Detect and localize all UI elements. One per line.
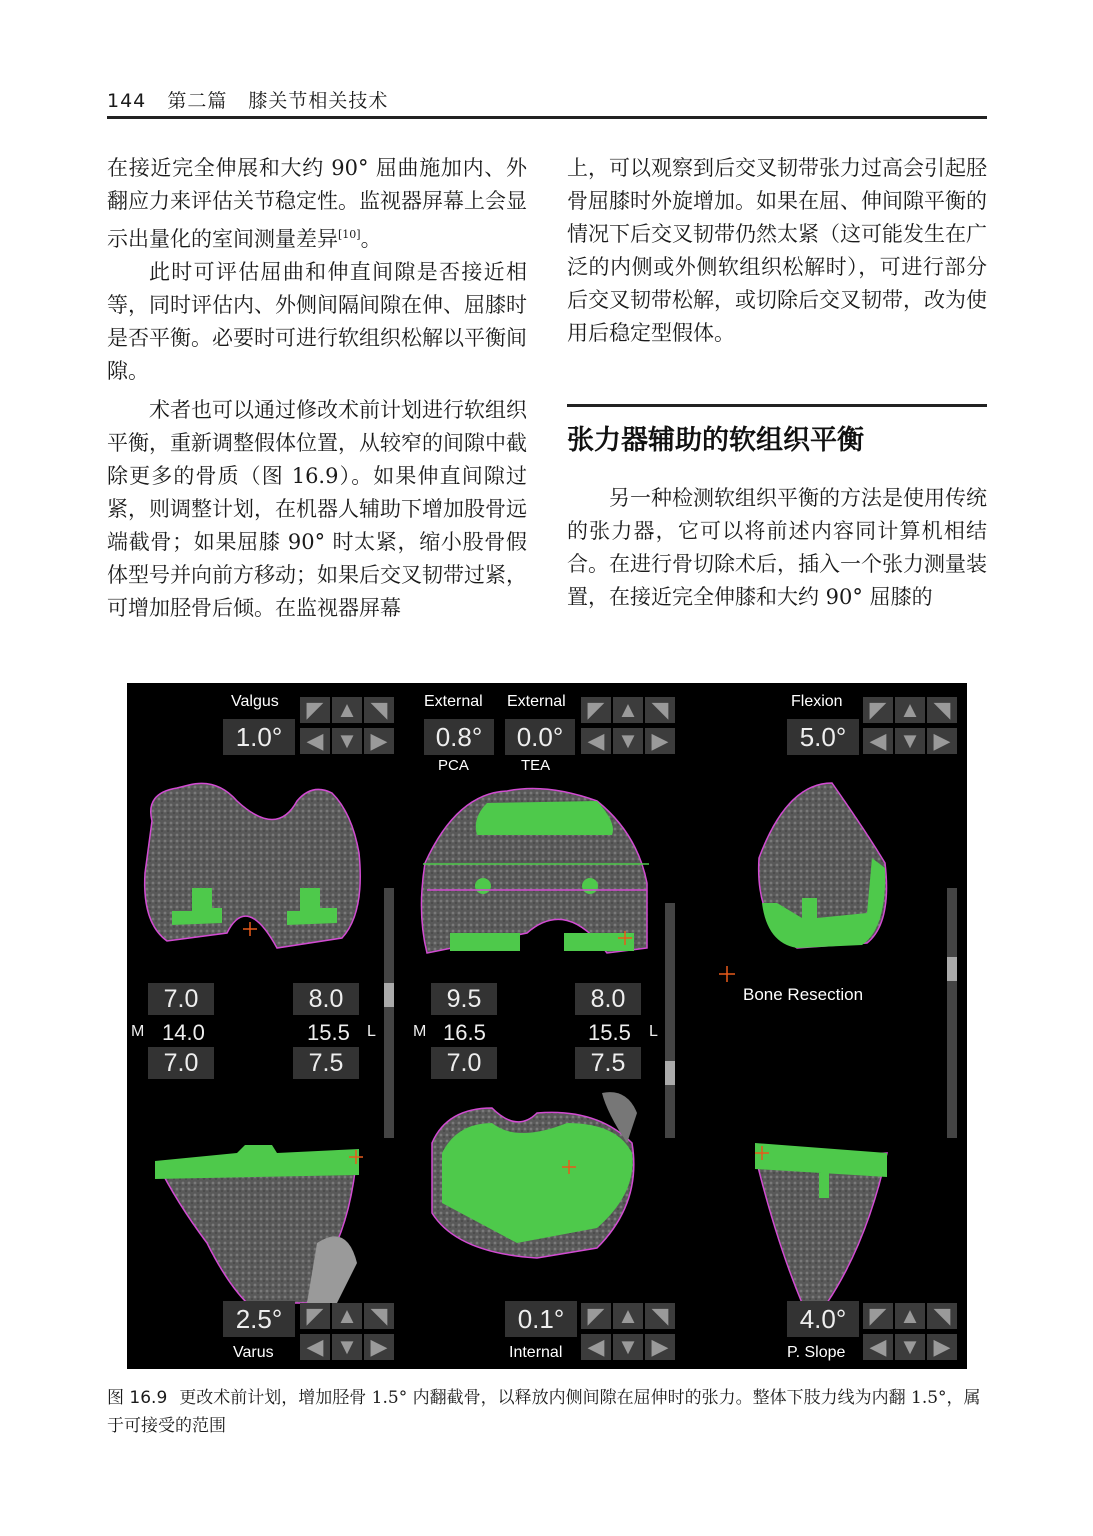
arrow-right-icon[interactable]: ▶ [927,1334,957,1360]
header-rule [107,116,987,119]
citation: [10] [338,228,361,241]
arrow-left-icon[interactable]: ◀ [863,728,893,754]
arrow-left-icon[interactable]: ◀ [863,1334,893,1360]
arrow-up-icon[interactable]: ▲ [895,697,925,723]
femur-lateral-view [759,783,887,948]
gap-left-mid-m: 14.0 [162,1020,205,1045]
arrow-down-icon[interactable]: ▼ [895,1334,925,1360]
arrow-left-icon[interactable]: ◀ [581,1334,611,1360]
running-header [107,86,987,116]
scrollbar-left-thumb[interactable] [384,983,394,1007]
gap-left-mid-l: 15.5 [307,1020,350,1045]
l-label: L [649,1023,658,1040]
arrow-left-icon[interactable]: ◀ [300,1334,330,1360]
arrow-up-icon[interactable]: ▲ [895,1303,925,1329]
gap-mid-bot-m: 7.0 [431,1047,497,1079]
external-pca-value: 0.8° [424,719,494,755]
flexion-value: 5.0° [787,719,859,755]
arrow-upleft-icon[interactable]: ◤ [300,1303,330,1329]
arrow-down-icon[interactable]: ▼ [332,728,362,754]
caption-label: 图 16.9 [107,1388,168,1408]
arrow-right-icon[interactable]: ▶ [927,728,957,754]
arrow-up-icon[interactable]: ▲ [332,697,362,723]
scrollbar-mid-thumb[interactable] [665,1061,675,1085]
tea-label: TEA [521,757,551,774]
arrow-upright-icon[interactable]: ◥ [364,697,394,723]
arrow-upleft-icon[interactable]: ◤ [581,1303,611,1329]
arrow-right-icon[interactable]: ▶ [364,1334,394,1360]
paragraph-3: 术者也可以通过修改术前计划进行软组织平衡，重新调整假体位置，从较窄的间隙中截除更多的骨质（图 16.9）。如果伸直间隙过紧，则调整计划，在机器人辅助下增加股骨远端截骨；如果屈膝 90° 时太紧，缩小股骨假体型号并向前方移动；如果后交叉韧带过紧，可增加胫骨后倾。在监视器屏幕 [107,398,527,620]
bone-images [127,683,967,1369]
scrollbar-left[interactable] [384,888,394,1138]
arrow-left-icon[interactable]: ◀ [300,728,330,754]
varus-label: Varus [233,1344,274,1361]
arrow-down-icon[interactable]: ▼ [332,1334,362,1360]
femur-axial-view [421,789,649,953]
tibia-sagittal-view [755,1143,887,1303]
arrow-upleft-icon[interactable]: ◤ [863,697,893,723]
m-label: M [131,1023,145,1040]
tibia-axial-view [432,1092,637,1258]
gap-mid-top-m: 9.5 [431,983,497,1015]
scrollbar-right-thumb[interactable] [947,957,957,981]
section-rule [567,404,987,407]
m-label: M [413,1023,427,1040]
right-column [567,152,987,350]
arrow-upleft-icon[interactable]: ◤ [863,1303,893,1329]
arrow-upleft-icon[interactable]: ◤ [300,697,330,723]
external-pca-label: External [424,693,483,710]
p-slope-value: 4.0° [787,1301,859,1337]
bone-resection-label: Bone Resection [743,985,864,1004]
arrow-upright-icon[interactable]: ◥ [364,1303,394,1329]
arrow-upright-icon[interactable]: ◥ [645,1303,675,1329]
figure-caption [107,1384,987,1440]
left-column [107,152,527,625]
valgus-value: 1.0° [223,719,295,755]
internal-value: 0.1° [505,1301,577,1337]
gap-mid-top-l: 8.0 [575,983,641,1015]
pca-label: PCA [438,757,469,774]
flexion-label: Flexion [791,693,843,710]
paragraph-1: 在接近完全伸展和大约 90° 屈曲施加内、外翻应力来评估关节稳定性。监视器屏幕上会显示出量化的室间测量差异[10]。 [107,156,527,251]
arrow-upright-icon[interactable]: ◥ [645,697,675,723]
arrow-right-icon[interactable]: ▶ [645,728,675,754]
section-title: 张力器辅助的软组织平衡 [567,425,864,456]
gap-mid-mid-l: 15.5 [588,1020,631,1045]
arrow-upright-icon[interactable]: ◥ [927,697,957,723]
gap-left-top-l: 8.0 [293,983,359,1015]
section-body [567,482,987,614]
figure-16-9 [127,683,967,1369]
header-title: 膝关节相关技术 [248,90,389,112]
page-number: 144 [107,90,147,112]
femur-distal-view [145,783,361,948]
gap-mid-bot-l: 7.5 [575,1047,641,1079]
gap-left-top-m: 7.0 [148,983,214,1015]
arrow-upright-icon[interactable]: ◥ [927,1303,957,1329]
external-tea-label: External [507,693,566,710]
tibia-coronal-view [155,1145,359,1303]
valgus-label: Valgus [231,693,279,710]
paragraph-2: 此时可评估屈曲和伸直间隙是否接近相等，同时评估内、外侧间隔间隙在伸、屈膝时是否平衡。必要时可进行软组织松解以平衡间隙。 [107,260,527,383]
gap-left-bot-l: 7.5 [293,1047,359,1079]
arrow-down-icon[interactable]: ▼ [895,728,925,754]
paragraph-5: 另一种检测软组织平衡的方法是使用传统的张力器，它可以将前述内容同计算机相结合。在进行骨切除术后，插入一个张力测量装置，在接近完全伸膝和大约 90° 屈膝的 [567,486,987,609]
arrow-right-icon[interactable]: ▶ [645,1334,675,1360]
gap-mid-mid-m: 16.5 [443,1020,486,1045]
arrow-up-icon[interactable]: ▲ [332,1303,362,1329]
scrollbar-right[interactable] [947,888,957,1138]
p-slope-label: P. Slope [787,1344,846,1361]
arrow-up-icon[interactable]: ▲ [613,697,643,723]
internal-label: Internal [509,1344,563,1361]
arrow-up-icon[interactable]: ▲ [613,1303,643,1329]
l-label: L [367,1023,376,1040]
arrow-down-icon[interactable]: ▼ [613,728,643,754]
varus-value: 2.5° [223,1301,295,1337]
paragraph-4: 上，可以观察到后交叉韧带张力过高会引起胫骨屈膝时外旋增加。如果在屈、伸间隙平衡的情况下后交叉韧带仍然太紧（这可能发生在广泛的内侧或外侧软组织松解时），可进行部分后交叉韧带松解，或切除后交叉韧带，改为使用后稳定型假体。 [567,156,987,345]
part-label: 第二篇 [167,90,228,112]
arrow-down-icon[interactable]: ▼ [613,1334,643,1360]
arrow-upleft-icon[interactable]: ◤ [581,697,611,723]
arrow-right-icon[interactable]: ▶ [364,728,394,754]
gap-left-bot-m: 7.0 [148,1047,214,1079]
caption-text: 更改术前计划，增加胫骨 1.5° 内翻截骨，以释放内侧间隙在屈伸时的张力。整体下肢力线为内翻 1.5°，属于可接受的范围 [107,1388,981,1436]
external-tea-value: 0.0° [505,719,575,755]
scrollbar-mid[interactable] [665,903,675,1138]
arrow-left-icon[interactable]: ◀ [581,728,611,754]
